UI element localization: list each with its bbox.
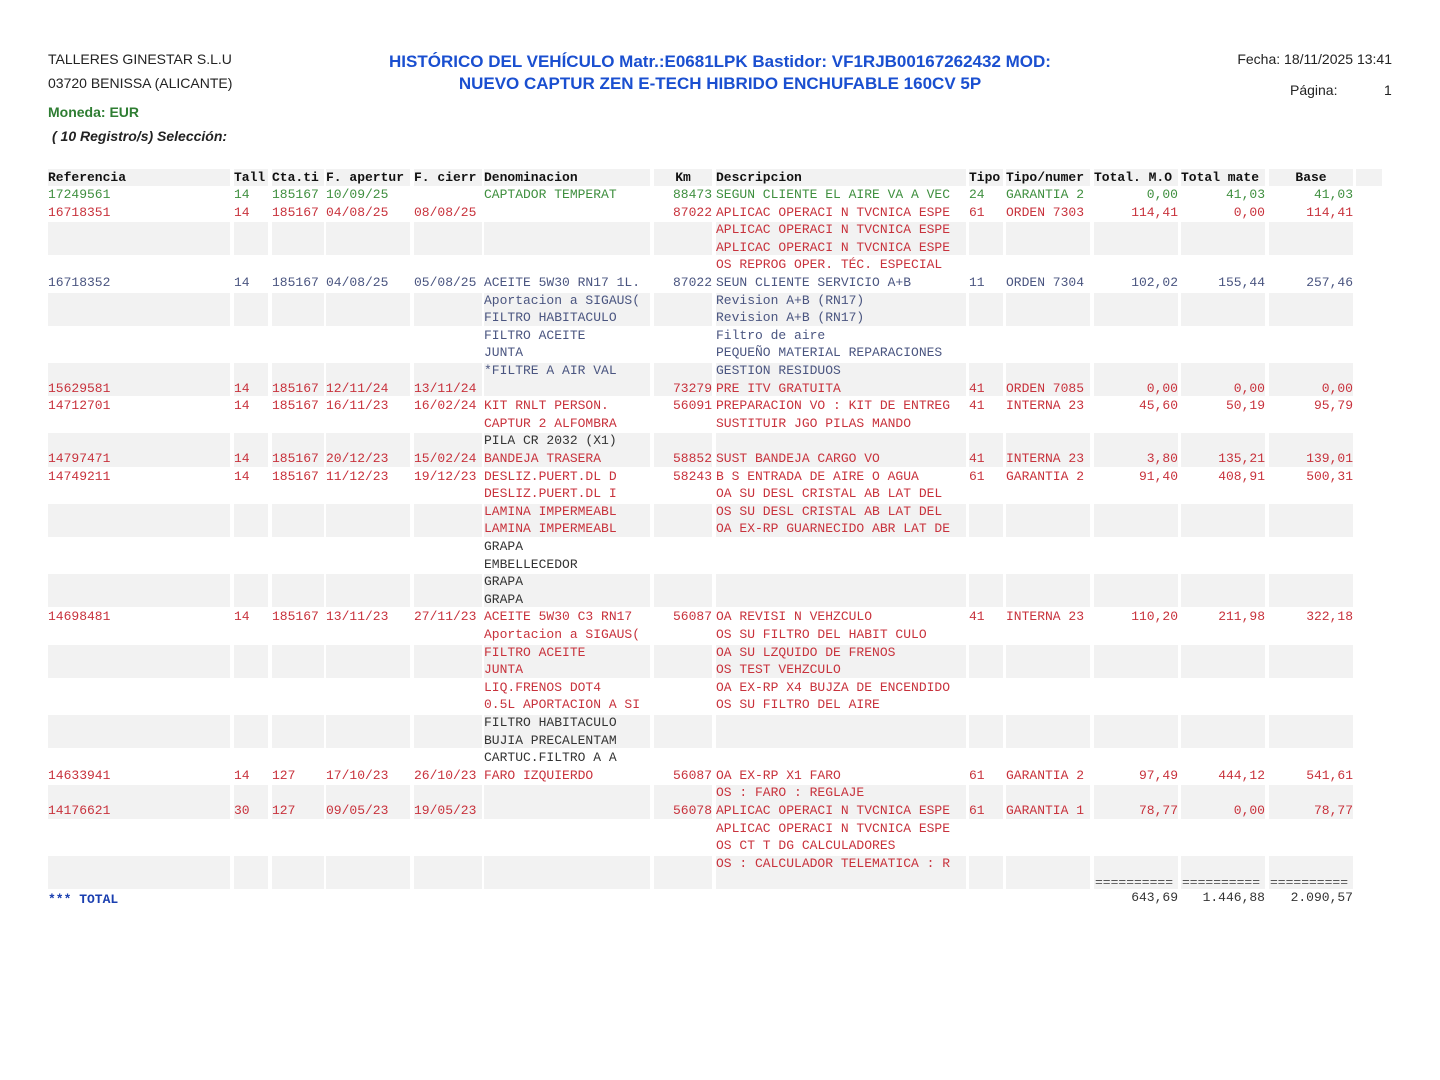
row-band-shade	[272, 222, 324, 255]
row-band-shade	[234, 645, 268, 678]
cell-referencia: 15629581	[48, 380, 111, 396]
total-value-base: 2.090,57	[1290, 890, 1353, 906]
cell-base: 78,77	[1313, 803, 1353, 818]
row-band-shade	[414, 574, 482, 607]
cell-tipo-numero: GARANTIA 2	[1006, 468, 1085, 484]
row-band-shade	[1006, 293, 1090, 326]
cell-descripcion: SEUN CLIENTE SERVICIO A+B	[716, 275, 912, 290]
row-band-shade	[1094, 293, 1178, 326]
row-band-shade	[1181, 645, 1265, 678]
cell-tipo: 61	[969, 803, 985, 818]
row-band-shade	[414, 222, 482, 255]
cell-descripcion: OS CT T DG CALCULADORES	[716, 838, 896, 854]
row-band-shade	[654, 574, 712, 607]
row-band-shade	[1269, 504, 1353, 537]
cell-f-cierre: 19/12/23	[414, 468, 477, 484]
cell-denominacion: LAMINA IMPERMEABL	[484, 503, 617, 519]
cell-descripcion: SUST BANDEJA CARGO VO	[716, 451, 880, 466]
cell-tall: 14	[234, 451, 250, 466]
column-header-descripcion: Descripcion	[716, 170, 802, 185]
cell-referencia: 16718351	[48, 204, 111, 220]
cell-total-mate: 155,44	[1218, 275, 1265, 290]
cell-tipo: 41	[969, 398, 985, 414]
cell-tipo-numero: GARANTIA 1	[1006, 803, 1085, 818]
row-band-shade	[414, 856, 482, 889]
cell-denominacion: FILTRO ACEITE	[484, 327, 586, 343]
cell-denominacion: Aportacion a SIGAUS(	[484, 292, 641, 308]
cell-base: 322,18	[1306, 609, 1353, 625]
cell-total-mo: 110,20	[1131, 609, 1178, 625]
row-band-shade	[654, 856, 712, 889]
cell-f-apertura: 20/12/23	[326, 451, 389, 466]
cell-km: 87022	[672, 275, 712, 290]
row-band-shade	[234, 293, 268, 326]
cell-tipo-numero: INTERNA 23	[1006, 451, 1085, 466]
row-band-shade	[969, 645, 1003, 678]
cell-denominacion: GRAPA	[484, 591, 524, 607]
cell-total-mo: 3,80	[1146, 451, 1178, 466]
row-band-shade	[414, 715, 482, 748]
row-band-shade	[1006, 504, 1090, 537]
page-label: Página:	[1290, 82, 1338, 98]
cell-total-mo: 0,00	[1146, 187, 1178, 202]
cell-descripcion: OA SU LZQUIDO DE FRENOS	[716, 644, 896, 660]
row-band-shade	[1181, 574, 1265, 607]
cell-km: 56091	[672, 398, 712, 414]
cell-tipo-numero: INTERNA 23	[1006, 398, 1085, 414]
row-band-shade	[326, 574, 410, 607]
cell-denominacion: GRAPA	[484, 539, 524, 554]
column-header-denominacion: Denominacion	[484, 170, 578, 185]
row-band-shade	[484, 856, 650, 889]
row-band-shade	[48, 222, 230, 255]
row-band-shade	[969, 856, 1003, 889]
cell-descripcion: OS REPROG OPER. TÉC. ESPECIAL	[716, 257, 943, 273]
column-header-f-cierre: F. cierr	[414, 170, 477, 185]
cell-referencia: 14176621	[48, 803, 111, 818]
cell-tipo: 11	[969, 275, 985, 290]
cell-total-mate: 50,19	[1225, 398, 1265, 414]
company-name: TALLERES GINESTAR S.L.U	[48, 51, 232, 67]
cell-km: 88473	[672, 187, 712, 202]
cell-descripcion: Filtro de aire	[716, 327, 826, 343]
cell-denominacion: BANDEJA TRASERA	[484, 451, 602, 466]
cell-denominacion: FILTRO ACEITE	[484, 644, 586, 660]
column-header-referencia: Referencia	[48, 170, 127, 185]
row-band-shade	[48, 574, 230, 607]
row-band-shade	[272, 504, 324, 537]
cell-cta-ti: 185167	[272, 275, 319, 290]
row-band-shade	[326, 856, 410, 889]
row-band-shade	[654, 222, 712, 255]
row-band-shade	[654, 715, 712, 748]
cell-referencia: 17249561	[48, 187, 111, 202]
currency-label: Moneda: EUR	[48, 104, 139, 120]
row-band-shade	[969, 715, 1003, 748]
cell-descripcion: OS TEST VEHZCULO	[716, 662, 841, 678]
cell-tall: 14	[234, 468, 250, 484]
cell-base: 41,03	[1313, 187, 1353, 202]
column-header-total-mate: Total mate	[1181, 170, 1260, 185]
row-band-shade	[1181, 293, 1265, 326]
row-band-shade	[1094, 715, 1178, 748]
cell-f-apertura: 04/08/25	[326, 204, 389, 220]
row-band-shade	[48, 504, 230, 537]
cell-descripcion: APLICAC OPERACI N TVCNICA ESPE	[716, 820, 951, 836]
cell-total-mate: 41,03	[1225, 187, 1265, 202]
cell-f-cierre: 19/05/23	[414, 803, 477, 818]
total-value-total-mate: 1.446,88	[1202, 890, 1265, 906]
cell-descripcion: OS SU FILTRO DEL AIRE	[716, 697, 880, 713]
row-band-shade	[1094, 222, 1178, 255]
cell-denominacion: KIT RNLT PERSON.	[484, 398, 609, 414]
row-band-shade	[272, 715, 324, 748]
row-band-shade	[716, 715, 966, 748]
cell-tipo-numero: ORDEN 7085	[1006, 380, 1085, 396]
row-band-shade	[969, 574, 1003, 607]
row-band-shade	[234, 715, 268, 748]
cell-base: 500,31	[1306, 468, 1353, 484]
row-band-shade	[1006, 715, 1090, 748]
row-band-shade	[1181, 715, 1265, 748]
row-band-shade	[654, 504, 712, 537]
cell-base: 541,61	[1306, 767, 1353, 783]
row-band-shade	[716, 574, 966, 607]
cell-denominacion: EMBELLECEDOR	[484, 556, 578, 572]
cell-f-cierre: 16/02/24	[414, 398, 477, 414]
cell-descripcion: OS SU FILTRO DEL HABIT CULO	[716, 627, 927, 642]
cell-tall: 14	[234, 204, 250, 220]
row-band-shade	[1269, 715, 1353, 748]
report-date: Fecha: 18/11/2025 13:41	[1237, 51, 1392, 67]
cell-denominacion: FILTRO HABITACULO	[484, 715, 617, 730]
cell-descripcion: PEQUEÑO MATERIAL REPARACIONES	[716, 345, 943, 361]
cell-descripcion: OS SU DESL CRISTAL AB LAT DEL	[716, 503, 943, 519]
cell-denominacion: FARO IZQUIERDO	[484, 767, 594, 783]
cell-f-cierre: 27/11/23	[414, 609, 477, 625]
cell-f-apertura: 16/11/23	[326, 398, 389, 414]
cell-denominacion: DESLIZ.PUERT.DL I	[484, 486, 617, 502]
row-band-shade	[1094, 645, 1178, 678]
cell-tall: 30	[234, 803, 250, 818]
cell-cta-ti: 185167	[272, 380, 319, 396]
cell-f-cierre: 15/02/24	[414, 451, 477, 466]
cell-cta-ti: 185167	[272, 204, 319, 220]
cell-cta-ti: 185167	[272, 187, 319, 202]
cell-descripcion: OA EX-RP GUARNECIDO ABR LAT DE	[716, 521, 951, 537]
row-band-shade	[1269, 293, 1353, 326]
row-band-shade	[234, 856, 268, 889]
company-address: 03720 BENISSA (ALICANTE)	[48, 75, 233, 91]
cell-tipo: 41	[969, 451, 985, 466]
cell-tipo: 41	[969, 380, 985, 396]
cell-descripcion: Revision A+B (RN17)	[716, 292, 865, 308]
cell-cta-ti: 185167	[272, 451, 319, 466]
cell-tall: 14	[234, 187, 250, 202]
column-header-base: Base	[1295, 170, 1327, 185]
cell-denominacion: ACEITE 5W30 RN17 1L.	[484, 275, 641, 290]
cell-descripcion: APLICAC OPERACI N TVCNICA ESPE	[716, 803, 951, 818]
cell-descripcion: OA EX-RP X1 FARO	[716, 767, 841, 783]
cell-descripcion: OA REVISI N VEHZCULO	[716, 609, 873, 625]
cell-base: 139,01	[1306, 451, 1353, 466]
cell-base: 114,41	[1306, 204, 1353, 220]
cell-km: 56087	[672, 609, 712, 625]
row-band-shade	[484, 785, 650, 818]
row-band-shade	[234, 574, 268, 607]
cell-f-apertura: 11/12/23	[326, 468, 389, 484]
cell-cta-ti: 185167	[272, 468, 319, 484]
column-header-km: Km	[675, 170, 691, 185]
cell-tipo: 61	[969, 767, 985, 783]
row-band-shade	[969, 222, 1003, 255]
row-band-shade	[234, 504, 268, 537]
cell-tall: 14	[234, 609, 250, 625]
cell-cta-ti: 127	[272, 803, 296, 818]
cell-f-cierre: 05/08/25	[414, 275, 477, 290]
cell-total-mo: 78,77	[1138, 803, 1178, 818]
cell-descripcion: Revision A+B (RN17)	[716, 310, 865, 326]
cell-referencia: 14712701	[48, 398, 111, 414]
cell-referencia: 16718352	[48, 275, 111, 290]
total-separator-total-mate: ==========	[1182, 875, 1261, 891]
cell-km: 56087	[672, 767, 712, 783]
cell-f-cierre: 26/10/23	[414, 767, 477, 783]
cell-f-apertura: 17/10/23	[326, 767, 389, 783]
row-band-shade	[48, 645, 230, 678]
row-band-shade	[326, 645, 410, 678]
cell-f-cierre: 08/08/25	[414, 204, 477, 220]
row-band-shade	[969, 293, 1003, 326]
cell-descripcion: SUSTITUIR JGO PILAS MANDO	[716, 415, 912, 431]
cell-descripcion: OS : CALCULADOR TELEMATICA : R	[716, 855, 951, 871]
cell-tall: 14	[234, 380, 250, 396]
row-band-shade	[484, 222, 650, 255]
cell-f-apertura: 13/11/23	[326, 609, 389, 625]
cell-denominacion: Aportacion a SIGAUS(	[484, 627, 641, 642]
cell-f-apertura: 10/09/25	[326, 187, 389, 202]
total-separator-total-mo: ==========	[1095, 875, 1174, 891]
cell-f-apertura: 09/05/23	[326, 803, 389, 818]
cell-denominacion: FILTRO HABITACULO	[484, 310, 617, 326]
row-band-shade	[1269, 574, 1353, 607]
cell-referencia: 14797471	[48, 451, 111, 466]
cell-total-mate: 211,98	[1218, 609, 1265, 625]
cell-descripcion: OS : FARO : REGLAJE	[716, 785, 865, 801]
cell-referencia: 14633941	[48, 767, 111, 783]
column-header-tipo: Tipo	[969, 170, 1001, 185]
column-header-tipo-numero: Tipo/numer	[1006, 170, 1085, 185]
column-header-f-apertura: F. apertur	[326, 170, 405, 185]
cell-tall: 14	[234, 398, 250, 414]
report-title-line1: HISTÓRICO DEL VEHÍCULO Matr.:E0681LPK Bastidor: VF1RJB00167262432 MOD:	[389, 52, 1051, 71]
cell-referencia: 14698481	[48, 609, 111, 625]
cell-km: 58852	[672, 451, 712, 466]
column-header-total-mo: Total. M.O	[1094, 170, 1173, 185]
row-band-shade	[272, 645, 324, 678]
row-band-shade	[1269, 645, 1353, 678]
cell-descripcion: OA EX-RP X4 BUJZA DE ENCENDIDO	[716, 679, 951, 695]
cell-total-mo: 114,41	[1131, 204, 1178, 220]
cell-total-mo: 102,02	[1131, 275, 1178, 290]
row-band-shade	[326, 715, 410, 748]
cell-descripcion: APLICAC OPERACI N TVCNICA ESPE	[716, 204, 951, 220]
cell-f-cierre: 13/11/24	[414, 380, 477, 396]
cell-denominacion: CAPTADOR TEMPERAT	[484, 187, 617, 202]
cell-tipo-numero: ORDEN 7303	[1006, 204, 1085, 220]
row-band-shade	[414, 293, 482, 326]
cell-total-mate: 135,21	[1218, 451, 1265, 466]
column-header-tall: Tall	[234, 170, 266, 185]
cell-denominacion: ACEITE 5W30 C3 RN17	[484, 609, 633, 625]
cell-tipo-numero: GARANTIA 2	[1006, 187, 1085, 202]
cell-f-apertura: 04/08/25	[326, 275, 389, 290]
cell-descripcion: SEGUN CLIENTE EL AIRE VA A VEC	[716, 187, 951, 202]
cell-descripcion: OA SU DESL CRISTAL AB LAT DEL	[716, 486, 943, 502]
row-band-shade	[326, 222, 410, 255]
cell-denominacion: DESLIZ.PUERT.DL D	[484, 468, 617, 484]
cell-descripcion: PRE ITV GRATUITA	[716, 380, 841, 396]
header-shade	[1356, 169, 1382, 186]
column-header-cta-ti: Cta.ti	[272, 170, 319, 185]
cell-descripcion: GESTION RESIDUOS	[716, 363, 841, 378]
cell-total-mo: 91,40	[1138, 468, 1178, 484]
row-band-shade	[326, 504, 410, 537]
row-band-shade	[654, 645, 712, 678]
total-separator-base: ==========	[1270, 875, 1349, 891]
cell-cta-ti: 185167	[272, 398, 319, 414]
cell-denominacion: JUNTA	[484, 662, 524, 678]
cell-descripcion: APLICAC OPERACI N TVCNICA ESPE	[716, 239, 951, 255]
row-band-shade	[272, 574, 324, 607]
cell-denominacion: LAMINA IMPERMEABL	[484, 521, 617, 537]
row-band-shade	[48, 293, 230, 326]
row-band-shade	[48, 715, 230, 748]
row-band-shade	[326, 293, 410, 326]
cell-tipo: 61	[969, 468, 985, 484]
cell-total-mate: 0,00	[1233, 803, 1265, 818]
cell-denominacion: CAPTUR 2 ALFOMBRA	[484, 415, 617, 431]
row-band-shade	[1006, 574, 1090, 607]
cell-base: 257,46	[1306, 275, 1353, 290]
cell-km: 73279	[672, 380, 712, 396]
cell-total-mo: 0,00	[1146, 380, 1178, 396]
cell-total-mate: 0,00	[1233, 380, 1265, 396]
cell-tipo: 24	[969, 187, 985, 202]
report-title-line2: NUEVO CAPTUR ZEN E-TECH HIBRIDO ENCHUFABLE 160CV 5P	[458, 74, 982, 93]
cell-descripcion: APLICAC OPERACI N TVCNICA ESPE	[716, 222, 951, 238]
row-band-shade	[1094, 574, 1178, 607]
cell-descripcion: B S ENTRADA DE AIRE O AGUA	[716, 468, 919, 484]
cell-referencia: 14749211	[48, 468, 111, 484]
total-value-total-mo: 643,69	[1131, 890, 1178, 906]
cell-denominacion: JUNTA	[484, 345, 524, 361]
cell-tipo-numero: ORDEN 7304	[1006, 275, 1085, 290]
row-band-shade	[414, 504, 482, 537]
cell-total-mate: 444,12	[1218, 767, 1265, 783]
cell-descripcion: PREPARACION VO : KIT DE ENTREG	[716, 398, 951, 414]
cell-denominacion: BUJIA PRECALENTAM	[484, 732, 617, 748]
cell-km: 58243	[672, 468, 712, 484]
cell-tipo-numero: GARANTIA 2	[1006, 767, 1085, 783]
cell-total-mo: 97,49	[1138, 767, 1178, 783]
cell-denominacion: LIQ.FRENOS DOT4	[484, 679, 602, 695]
cell-tipo: 41	[969, 609, 985, 625]
cell-km: 56078	[672, 803, 712, 818]
row-band-shade	[1269, 222, 1353, 255]
cell-base: 95,79	[1313, 398, 1353, 414]
selection-summary: ( 10 Registro/s) Selección:	[52, 128, 228, 144]
cell-denominacion: PILA CR 2032 (X1)	[484, 433, 617, 449]
row-band-shade	[48, 856, 230, 889]
row-band-shade	[1006, 222, 1090, 255]
row-band-shade	[234, 222, 268, 255]
row-band-shade	[969, 504, 1003, 537]
row-band-shade	[272, 856, 324, 889]
cell-cta-ti: 185167	[272, 609, 319, 625]
cell-f-apertura: 12/11/24	[326, 380, 389, 396]
page-number: 1	[1384, 82, 1392, 98]
cell-denominacion: 0.5L APORTACION A SI	[484, 697, 641, 713]
cell-total-mo: 45,60	[1138, 398, 1178, 414]
cell-denominacion: GRAPA	[484, 574, 524, 590]
row-band-shade	[272, 293, 324, 326]
cell-denominacion: *FILTRE A AIR VAL	[484, 363, 617, 378]
cell-tipo: 61	[969, 204, 985, 220]
row-band-shade	[1094, 504, 1178, 537]
cell-km: 87022	[672, 204, 712, 220]
row-band-shade	[1181, 222, 1265, 255]
row-band-shade	[1006, 856, 1090, 889]
cell-denominacion: CARTUC.FILTRO A A	[484, 750, 617, 766]
row-band-shade	[1181, 504, 1265, 537]
cell-base: 0,00	[1321, 380, 1353, 396]
cell-tipo-numero: INTERNA 23	[1006, 609, 1085, 625]
row-band-shade	[1006, 645, 1090, 678]
cell-tall: 14	[234, 275, 250, 290]
cell-total-mate: 408,91	[1218, 468, 1265, 484]
total-label: *** TOTAL	[48, 892, 119, 908]
cell-total-mate: 0,00	[1233, 204, 1265, 220]
cell-tall: 14	[234, 767, 250, 783]
row-band-shade	[414, 645, 482, 678]
cell-cta-ti: 127	[272, 767, 296, 783]
row-band-shade	[654, 293, 712, 326]
